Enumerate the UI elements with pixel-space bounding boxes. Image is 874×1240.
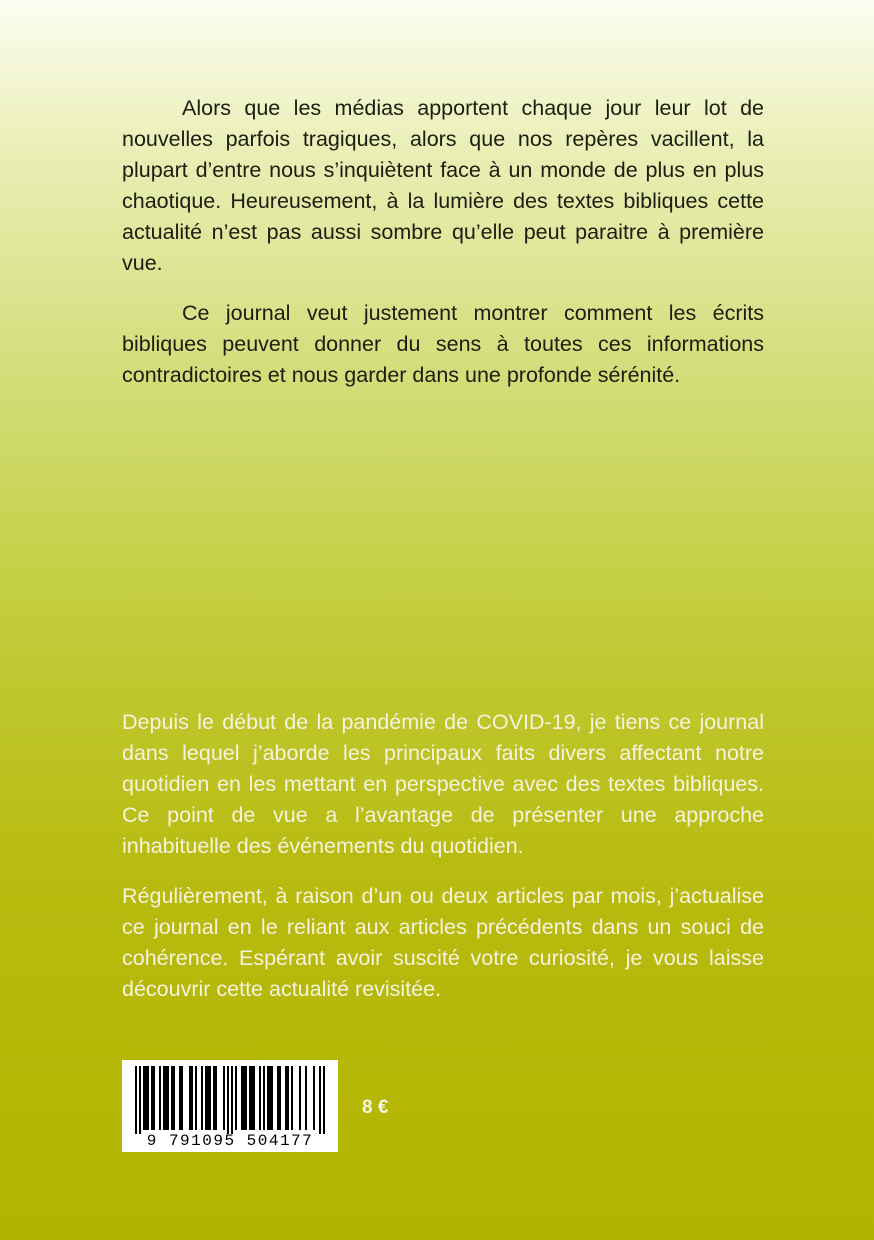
barcode-bar-3 xyxy=(151,1066,155,1130)
intro-paragraph-1: Alors que les médias apportent chaque jour leur lot de nouvelles parfois tragiques, alors que nos repères vacillent, la plupart d’entre nous s’inquiètent face à un monde de plus en plus chaotique. Heureusement, à la lumière des textes bibliques cette actualité n’est pas aussi sombre qu’elle peut paraitre à première vue. xyxy=(122,96,764,275)
barcode-bar-2 xyxy=(143,1066,149,1130)
intro-paragraph-2: Ce journal veut justement montrer comment les écrits bibliques peuvent donner du sens à toutes ces informations contradictoires et nous garder dans une profonde sérénité. xyxy=(122,301,764,387)
barcode-bar-12 xyxy=(213,1066,217,1130)
barcode-bar-18 xyxy=(249,1066,255,1130)
barcode-bar-11 xyxy=(205,1066,211,1130)
barcode-bar-19 xyxy=(259,1066,261,1130)
barcode-bar-8 xyxy=(189,1066,193,1130)
barcode-bar-10 xyxy=(201,1066,203,1130)
barcode-bar-0 xyxy=(135,1066,137,1134)
barcode-bar-21 xyxy=(267,1066,273,1130)
barcode-bar-16 xyxy=(235,1066,237,1130)
barcode-bar-29 xyxy=(323,1066,325,1134)
barcode-bar-6 xyxy=(171,1066,175,1130)
barcode-bar-1 xyxy=(139,1066,141,1134)
barcode-bar-9 xyxy=(195,1066,197,1130)
barcode-bar-20 xyxy=(263,1066,265,1130)
price-label: 8 € xyxy=(362,1097,389,1118)
isbn-barcode xyxy=(122,1060,338,1152)
barcode-bar-25 xyxy=(299,1066,301,1130)
summary-text xyxy=(122,707,764,1024)
barcode-bar-24 xyxy=(291,1066,293,1130)
summary-paragraph-2: Régulièrement, à raison d’un ou deux articles par mois, j’actualise ce journal en le reliant aux articles précédents dans un souci de cohérence. Espérant avoir suscité votre curiosité, je vous laisse découvrir cette actualité revisitée. xyxy=(122,884,764,1001)
summary-paragraph-1: Depuis le début de la pandémie de COVID-19, je tiens ce journal dans lequel j’aborde les principaux faits divers affectant notre quotidien en les mettant en perspective avec des textes bibliques. Ce point de vue a l’avantage de présenter une approche inhabituelle des événements du quotidien. xyxy=(122,710,764,858)
isbn-number: 9 791095 504177 xyxy=(146,1132,314,1150)
barcode-bar-28 xyxy=(319,1066,321,1134)
barcode-bar-7 xyxy=(179,1066,183,1130)
barcode-bar-26 xyxy=(305,1066,307,1130)
barcode-bar-17 xyxy=(241,1066,247,1130)
barcode-bar-5 xyxy=(163,1066,169,1130)
barcode-bar-15 xyxy=(231,1066,233,1134)
barcode-bar-23 xyxy=(285,1066,289,1130)
barcode-bar-13 xyxy=(223,1066,225,1130)
barcode-bar-14 xyxy=(227,1066,229,1134)
barcode-bar-4 xyxy=(159,1066,161,1130)
barcode-bar-22 xyxy=(277,1066,281,1130)
intro-text xyxy=(122,93,764,410)
barcode-bar-27 xyxy=(313,1066,315,1130)
